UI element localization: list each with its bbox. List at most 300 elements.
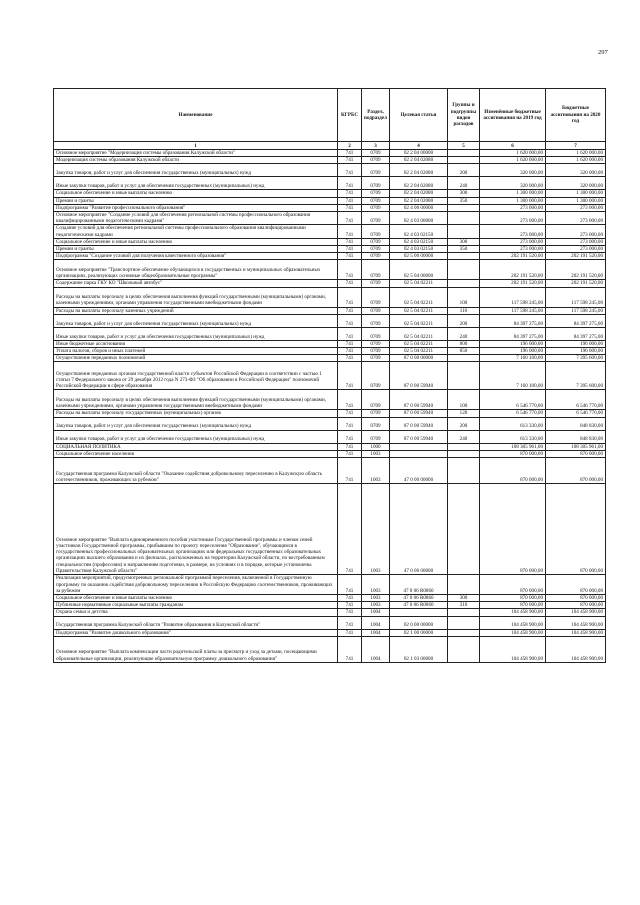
column-number: 6 <box>480 142 546 150</box>
cell-razdel: 0709 <box>362 212 390 225</box>
cell-kgrbs: 741 <box>338 225 362 238</box>
table-row <box>54 204 606 211</box>
cell-expense-group <box>448 450 480 457</box>
column-number: 3 <box>362 142 390 150</box>
cell-amount-2020: 84 397 275,00 <box>546 327 606 340</box>
table-row <box>54 225 606 238</box>
table-row <box>54 410 606 417</box>
cell-target-article: 02 1 03 00000 <box>390 636 448 662</box>
cell-target-article: 02 5 04 02211 <box>390 280 448 287</box>
cell-expense-group <box>448 260 480 280</box>
column-number: 4 <box>390 142 448 150</box>
cell-kgrbs: 741 <box>338 197 362 204</box>
table-row <box>54 616 606 629</box>
cell-kgrbs: 741 <box>338 212 362 225</box>
cell-amount-2020: 108 305 961,00 <box>546 443 606 450</box>
cell-amount-2019: 104 458 900,00 <box>480 609 546 616</box>
cell-target-article: 02 5 04 02211 <box>390 340 448 347</box>
cell-kgrbs: 741 <box>338 150 362 157</box>
cell-name: Подпрограмма "Создание условий для получения качественного образования" <box>54 253 338 260</box>
table-row <box>54 636 606 662</box>
cell-target-article: 02 5 00 00000 <box>390 253 448 260</box>
cell-amount-2020: 273 000,00 <box>546 225 606 238</box>
cell-razdel: 1003 <box>362 450 390 457</box>
table-row <box>54 484 606 575</box>
cell-amount-2019: 870 000,00 <box>480 450 546 457</box>
cell-expense-group <box>448 484 480 575</box>
cell-amount-2020: 273 000,00 <box>546 246 606 253</box>
cell-expense-group <box>448 616 480 629</box>
cell-amount-2019: 273 000,00 <box>480 225 546 238</box>
cell-expense-group <box>448 355 480 362</box>
table-row <box>54 314 606 327</box>
cell-expense-group: 110 <box>448 307 480 314</box>
table-row <box>54 602 606 609</box>
cell-name: Реализация мероприятий, предусмотренных региональной программой переселения, включенной в Государственную программу по оказанию содействия добровольному переселению в Российскую Федерацию соотечественников, проживающих за рубежом <box>54 575 338 595</box>
cell-amount-2020: 1 620 000,00 <box>546 157 606 164</box>
cell-kgrbs: 741 <box>338 280 362 287</box>
column-number: 5 <box>448 142 480 150</box>
cell-name: Модернизация системы образования Калужской области <box>54 157 338 164</box>
cell-expense-group: 200 <box>448 314 480 327</box>
cell-target-article: 47 0 06 R0860 <box>390 595 448 602</box>
cell-target-article: 87 0 00 59940 <box>390 430 448 443</box>
cell-amount-2020: 104 458 900,00 <box>546 616 606 629</box>
table-row <box>54 307 606 314</box>
cell-razdel: 0709 <box>362 197 390 204</box>
cell-amount-2019: 108 305 961,00 <box>480 443 546 450</box>
table-row <box>54 157 606 164</box>
table-row <box>54 609 606 616</box>
table-row <box>54 629 606 636</box>
cell-razdel: 1004 <box>362 629 390 636</box>
budget-table <box>53 88 606 663</box>
cell-amount-2019: 7 160 100,00 <box>480 362 546 390</box>
page-number: 297 <box>598 49 608 56</box>
cell-razdel: 0709 <box>362 355 390 362</box>
cell-kgrbs: 741 <box>338 348 362 355</box>
cell-name: Иные закупки товаров, работ и услуг для обеспечения государственных (муниципальных) нужд <box>54 430 338 443</box>
cell-name: Закупка товаров, работ и услуг для обеспечения государственных (муниципальных) нужд <box>54 417 338 430</box>
cell-target-article: 87 0 00 59940 <box>390 417 448 430</box>
cell-name: Основное мероприятие "Выплата компенсации части родительской платы за присмотр и уход за детьми, посещающими образовательные организации, реализующие образовательную программу дошкольного образования" <box>54 636 338 662</box>
table-row <box>54 417 606 430</box>
cell-razdel: 0709 <box>362 164 390 177</box>
table-row <box>54 430 606 443</box>
cell-amount-2020: 6 546 770,00 <box>546 390 606 410</box>
cell-amount-2019: 870 000,00 <box>480 595 546 602</box>
cell-amount-2019: 273 000,00 <box>480 204 546 211</box>
table-row <box>54 355 606 362</box>
cell-amount-2020: 1 620 000,00 <box>546 150 606 157</box>
cell-razdel: 0709 <box>362 177 390 190</box>
cell-name: Уплата налогов, сборов и иных платежей <box>54 348 338 355</box>
cell-razdel: 0709 <box>362 246 390 253</box>
cell-target-article: 02 5 04 02211 <box>390 327 448 340</box>
cell-name: Социальное обеспечение и иные выплаты населению <box>54 190 338 197</box>
cell-name: Социальное обеспечение и иные выплаты населению <box>54 595 338 602</box>
cell-razdel: 1003 <box>362 595 390 602</box>
cell-target-article: 02 5 04 02211 <box>390 348 448 355</box>
cell-razdel: 0709 <box>362 150 390 157</box>
cell-amount-2020: 104 458 900,00 <box>546 636 606 662</box>
cell-name: Расходы на выплаты персоналу в целях обеспечения выполнения функций государственными (муниципальными) органами, казенными учреждениями, органами управления государственными внебюджетными фондами <box>54 287 338 307</box>
cell-expense-group: 120 <box>448 410 480 417</box>
cell-target-article: 02 5 04 02211 <box>390 287 448 307</box>
cell-kgrbs: 741 <box>338 430 362 443</box>
cell-name: Основное мероприятие "Выплата единовременного пособия участникам Государственной программы и членам семей участников Государственной программы, прибывшим по проекту переселения "Образование", обучающимся в государственных профессиональных образовательных организациях или федеральных государственных образовательных организациях высшего образования и их филиалах, расположенных на территории Калужской области, по востребованным специальностям (профессиям) и направлениям подготовки, в размере, на условиях и в порядке, которые установлены Правительством Калужской области" <box>54 484 338 575</box>
cell-amount-2019: 202 191 520,00 <box>480 253 546 260</box>
table-row <box>54 238 606 245</box>
cell-razdel: 1003 <box>362 484 390 575</box>
cell-amount-2019: 117 598 245,00 <box>480 307 546 314</box>
table-row <box>54 150 606 157</box>
cell-razdel: 1004 <box>362 636 390 662</box>
cell-razdel: 0709 <box>362 390 390 410</box>
cell-kgrbs: 741 <box>338 307 362 314</box>
cell-amount-2019: 1 620 000,00 <box>480 150 546 157</box>
cell-name: Иные закупки товаров, работ и услуг для обеспечения государственных (муниципальных) нужд <box>54 177 338 190</box>
cell-amount-2019: 7 160 100,00 <box>480 355 546 362</box>
cell-expense-group: 200 <box>448 164 480 177</box>
table-row <box>54 190 606 197</box>
cell-amount-2020: 7 395 600,00 <box>546 355 606 362</box>
cell-target-article <box>390 609 448 616</box>
table-body <box>54 150 606 663</box>
cell-expense-group: 300 <box>448 238 480 245</box>
cell-expense-group: 200 <box>448 417 480 430</box>
cell-expense-group <box>448 204 480 211</box>
cell-expense-group: 240 <box>448 177 480 190</box>
cell-amount-2020: 202 191 520,00 <box>546 280 606 287</box>
cell-amount-2020: 117 598 245,00 <box>546 287 606 307</box>
header-expense-group: Группы и подгруппы видов расходов <box>448 89 480 142</box>
cell-amount-2019: 870 000,00 <box>480 458 546 484</box>
cell-razdel: 0709 <box>362 287 390 307</box>
cell-amount-2019: 870 000,00 <box>480 575 546 595</box>
cell-amount-2020: 848 830,00 <box>546 417 606 430</box>
cell-razdel: 1003 <box>362 458 390 484</box>
cell-expense-group: 300 <box>448 595 480 602</box>
cell-name: Закупка товаров, работ и услуг для обеспечения государственных (муниципальных) нужд <box>54 314 338 327</box>
cell-expense-group: 100 <box>448 390 480 410</box>
cell-amount-2020: 202 191 520,00 <box>546 253 606 260</box>
cell-kgrbs: 741 <box>338 602 362 609</box>
cell-razdel: 0709 <box>362 430 390 443</box>
cell-name: Содержание парка ГКУ КО "Школьный автобус" <box>54 280 338 287</box>
cell-expense-group <box>448 629 480 636</box>
cell-razdel: 0709 <box>362 340 390 347</box>
cell-kgrbs: 741 <box>338 616 362 629</box>
cell-amount-2019: 273 000,00 <box>480 246 546 253</box>
cell-target-article: 02 2 04 02080 <box>390 164 448 177</box>
cell-kgrbs: 741 <box>338 190 362 197</box>
cell-name: Расходы на выплаты персоналу в целях обеспечения выполнения функций государственными (муниципальными) органами, казенными учреждениями, органами управления государственными внебюджетными фондами <box>54 390 338 410</box>
table-row <box>54 575 606 595</box>
cell-target-article: 47 0 06 00000 <box>390 484 448 575</box>
cell-name: Осуществление переданных органам государственной власти субъектов Российской Федерации в соответствии с частью 1 статьи 7 Федерального закона от 29 декабря 2012 года N 273-ФЗ "Об образовании в Российской Федерации" полномочий Российской Федерации в сфере образования <box>54 362 338 390</box>
cell-amount-2019: 273 000,00 <box>480 238 546 245</box>
cell-amount-2020: 273 000,00 <box>546 212 606 225</box>
cell-kgrbs: 741 <box>338 238 362 245</box>
cell-kgrbs: 741 <box>338 177 362 190</box>
cell-target-article: 02 5 04 00000 <box>390 260 448 280</box>
cell-expense-group <box>448 280 480 287</box>
cell-amount-2020: 196 000,00 <box>546 348 606 355</box>
cell-razdel: 0709 <box>362 348 390 355</box>
table-row <box>54 253 606 260</box>
cell-razdel: 1004 <box>362 616 390 629</box>
cell-amount-2019: 273 000,00 <box>480 212 546 225</box>
cell-amount-2020: 104 458 900,00 <box>546 609 606 616</box>
table-row <box>54 280 606 287</box>
cell-kgrbs: 741 <box>338 157 362 164</box>
cell-kgrbs: 741 <box>338 260 362 280</box>
cell-kgrbs: 741 <box>338 443 362 450</box>
cell-amount-2019: 1 300 000,00 <box>480 190 546 197</box>
table-row <box>54 458 606 484</box>
cell-amount-2019: 104 458 900,00 <box>480 629 546 636</box>
cell-name: Государственная программа Калужской области "Оказание содействия добровольному переселению в Калужскую область соотечественников, проживающих за рубежом" <box>54 458 338 484</box>
cell-name: Создание условий для обеспечения региональной системы профессионального образования квалифицированными педагогическими кадрами <box>54 225 338 238</box>
header-target-article: Целевая статья <box>390 89 448 142</box>
cell-amount-2019: 1 620 000,00 <box>480 157 546 164</box>
cell-expense-group <box>448 253 480 260</box>
cell-kgrbs: 741 <box>338 390 362 410</box>
cell-kgrbs: 741 <box>338 609 362 616</box>
cell-amount-2020: 273 000,00 <box>546 238 606 245</box>
cell-name: Закупка товаров, работ и услуг для обеспечения государственных (муниципальных) нужд <box>54 164 338 177</box>
cell-name: Государственная программа Калужской области "Развитие образования в Калужской области" <box>54 616 338 629</box>
cell-expense-group: 240 <box>448 430 480 443</box>
cell-target-article: 02 0 00 00000 <box>390 616 448 629</box>
cell-target-article: 02 4 00 00000 <box>390 204 448 211</box>
table-row <box>54 327 606 340</box>
cell-target-article: 87 0 00 59940 <box>390 390 448 410</box>
cell-razdel: 0709 <box>362 238 390 245</box>
cell-kgrbs: 741 <box>338 246 362 253</box>
cell-amount-2019: 84 397 275,00 <box>480 327 546 340</box>
cell-amount-2020: 320 000,00 <box>546 177 606 190</box>
table-row <box>54 390 606 410</box>
cell-razdel: 1003 <box>362 575 390 595</box>
cell-amount-2019: 196 000,00 <box>480 340 546 347</box>
cell-target-article: 47 0 06 R0860 <box>390 575 448 595</box>
cell-amount-2020: 320 000,00 <box>546 164 606 177</box>
cell-amount-2020: 870 000,00 <box>546 575 606 595</box>
cell-razdel: 0709 <box>362 417 390 430</box>
header-2020: Бюджетные ассигнования на 2020 год <box>546 89 606 142</box>
cell-kgrbs: 741 <box>338 204 362 211</box>
cell-kgrbs: 741 <box>338 450 362 457</box>
cell-name: Расходы на выплаты персоналу казенных учреждений <box>54 307 338 314</box>
cell-target-article: 02 2 04 02080 <box>390 190 448 197</box>
cell-target-article: 02 2 04 00000 <box>390 150 448 157</box>
cell-amount-2019: 1 300 000,00 <box>480 197 546 204</box>
cell-amount-2019: 870 000,00 <box>480 602 546 609</box>
cell-razdel: 0709 <box>362 362 390 390</box>
cell-target-article: 87 0 00 00000 <box>390 355 448 362</box>
cell-name: СОЦИАЛЬНАЯ ПОЛИТИКА <box>54 443 338 450</box>
column-number: 1 <box>54 142 338 150</box>
cell-razdel: 0709 <box>362 260 390 280</box>
table-row <box>54 197 606 204</box>
cell-name: Премии и гранты <box>54 246 338 253</box>
cell-kgrbs: 741 <box>338 595 362 602</box>
table-row <box>54 164 606 177</box>
cell-expense-group: 350 <box>448 197 480 204</box>
cell-expense-group: 350 <box>448 246 480 253</box>
cell-kgrbs: 741 <box>338 636 362 662</box>
cell-name: Основное мероприятие "Транспортное обеспечение обучающихся в государственных и муниципальных образовательных организациях, реализующих основные общеобразовательные программы" <box>54 260 338 280</box>
cell-target-article: 47 0 00 00000 <box>390 458 448 484</box>
cell-expense-group: 240 <box>448 327 480 340</box>
cell-name: Иные бюджетные ассигнования <box>54 340 338 347</box>
cell-target-article: 87 0 00 59940 <box>390 410 448 417</box>
table-row <box>54 443 606 450</box>
cell-amount-2019: 202 191 520,00 <box>480 280 546 287</box>
cell-amount-2020: 273 000,00 <box>546 204 606 211</box>
table-row <box>54 362 606 390</box>
cell-razdel: 0709 <box>362 327 390 340</box>
cell-name: Основное мероприятие "Создание условий для обеспечения региональной системы профессионального образования квалифицированными педагогическими кадрами" <box>54 212 338 225</box>
cell-target-article: 02 1 00 00000 <box>390 629 448 636</box>
header-name: Наименование <box>54 89 338 142</box>
cell-name: Иные закупки товаров, работ и услуг для обеспечения государственных (муниципальных) нужд <box>54 327 338 340</box>
cell-kgrbs: 741 <box>338 340 362 347</box>
cell-target-article: 47 0 06 R0860 <box>390 602 448 609</box>
cell-kgrbs: 741 <box>338 484 362 575</box>
cell-expense-group: 300 <box>448 190 480 197</box>
table-row <box>54 340 606 347</box>
cell-amount-2020: 104 458 900,00 <box>546 629 606 636</box>
cell-razdel: 1004 <box>362 609 390 616</box>
table-row <box>54 246 606 253</box>
cell-razdel: 0709 <box>362 314 390 327</box>
cell-expense-group <box>448 609 480 616</box>
header-razdel: Раздел, подраздел <box>362 89 390 142</box>
cell-kgrbs: 741 <box>338 458 362 484</box>
table-row <box>54 450 606 457</box>
cell-target-article: 02 4 03 02150 <box>390 238 448 245</box>
column-numbers-row <box>54 142 606 150</box>
cell-amount-2019: 117 598 245,00 <box>480 287 546 307</box>
table-row <box>54 177 606 190</box>
cell-razdel: 0709 <box>362 253 390 260</box>
cell-expense-group <box>448 575 480 595</box>
cell-target-article <box>390 443 448 450</box>
cell-kgrbs: 741 <box>338 629 362 636</box>
cell-kgrbs: 741 <box>338 164 362 177</box>
cell-target-article: 02 4 03 00000 <box>390 212 448 225</box>
cell-razdel: 1003 <box>362 602 390 609</box>
cell-name: Социальное обеспечение и иные выплаты населению <box>54 238 338 245</box>
cell-razdel: 0709 <box>362 280 390 287</box>
column-number: 2 <box>338 142 362 150</box>
cell-name: Расходы на выплаты персоналу государственных (муниципальных) органов <box>54 410 338 417</box>
cell-target-article: 02 2 04 02080 <box>390 197 448 204</box>
cell-expense-group <box>448 636 480 662</box>
cell-razdel: 0709 <box>362 225 390 238</box>
cell-name: Премии и гранты <box>54 197 338 204</box>
cell-expense-group: 800 <box>448 340 480 347</box>
cell-target-article: 87 0 00 59940 <box>390 362 448 390</box>
cell-amount-2020: 84 397 275,00 <box>546 314 606 327</box>
header-2019: Изменённые бюджетные ассигнования на 2019 год <box>480 89 546 142</box>
cell-target-article: 02 5 04 02211 <box>390 307 448 314</box>
cell-amount-2020: 1 300 000,00 <box>546 197 606 204</box>
table-header <box>54 89 606 142</box>
cell-kgrbs: 741 <box>338 327 362 340</box>
cell-target-article: 02 2 04 02080 <box>390 157 448 164</box>
cell-expense-group: 850 <box>448 348 480 355</box>
cell-amount-2019: 870 000,00 <box>480 484 546 575</box>
cell-expense-group <box>448 458 480 484</box>
cell-amount-2020: 202 191 520,00 <box>546 260 606 280</box>
table-row <box>54 212 606 225</box>
cell-name: Охрана семьи и детства <box>54 609 338 616</box>
cell-kgrbs: 741 <box>338 417 362 430</box>
table-row <box>54 595 606 602</box>
cell-target-article: 02 2 04 02080 <box>390 177 448 190</box>
cell-amount-2020: 870 000,00 <box>546 450 606 457</box>
cell-amount-2019: 196 000,00 <box>480 348 546 355</box>
cell-kgrbs: 741 <box>338 575 362 595</box>
cell-amount-2019: 613 330,00 <box>480 430 546 443</box>
table-row <box>54 287 606 307</box>
cell-target-article: 02 4 03 02150 <box>390 246 448 253</box>
cell-amount-2019: 6 546 770,00 <box>480 410 546 417</box>
cell-amount-2019: 613 330,00 <box>480 417 546 430</box>
table-row <box>54 260 606 280</box>
cell-expense-group: 100 <box>448 287 480 307</box>
cell-kgrbs: 741 <box>338 362 362 390</box>
cell-target-article: 02 4 03 02150 <box>390 225 448 238</box>
cell-amount-2020: 6 546 770,00 <box>546 410 606 417</box>
cell-expense-group <box>448 225 480 238</box>
cell-razdel: 0709 <box>362 204 390 211</box>
cell-razdel: 0709 <box>362 157 390 164</box>
cell-amount-2019: 320 000,00 <box>480 177 546 190</box>
cell-razdel: 1000 <box>362 443 390 450</box>
cell-expense-group <box>448 150 480 157</box>
cell-name: Подпрограмма "Развитие дошкольного образования" <box>54 629 338 636</box>
cell-name: Осуществление переданных полномочий <box>54 355 338 362</box>
cell-name: Основное мероприятие "Модернизация системы образования Калужской области" <box>54 150 338 157</box>
cell-name: Подпрограмма "Развитие профессионального образования" <box>54 204 338 211</box>
header-kgrbs: КГРБС <box>338 89 362 142</box>
cell-expense-group <box>448 443 480 450</box>
cell-amount-2019: 84 397 275,00 <box>480 314 546 327</box>
cell-razdel: 0709 <box>362 307 390 314</box>
cell-kgrbs: 741 <box>338 410 362 417</box>
cell-amount-2020: 196 000,00 <box>546 340 606 347</box>
cell-amount-2020: 870 000,00 <box>546 458 606 484</box>
cell-expense-group <box>448 362 480 390</box>
cell-expense-group <box>448 212 480 225</box>
cell-amount-2020: 870 000,00 <box>546 484 606 575</box>
cell-amount-2019: 104 458 900,00 <box>480 616 546 629</box>
cell-amount-2019: 202 191 520,00 <box>480 260 546 280</box>
cell-expense-group <box>448 157 480 164</box>
cell-kgrbs: 741 <box>338 314 362 327</box>
cell-amount-2020: 848 830,00 <box>546 430 606 443</box>
table-row <box>54 348 606 355</box>
cell-amount-2019: 6 546 770,00 <box>480 390 546 410</box>
cell-target-article <box>390 450 448 457</box>
cell-kgrbs: 741 <box>338 355 362 362</box>
cell-kgrbs: 741 <box>338 253 362 260</box>
